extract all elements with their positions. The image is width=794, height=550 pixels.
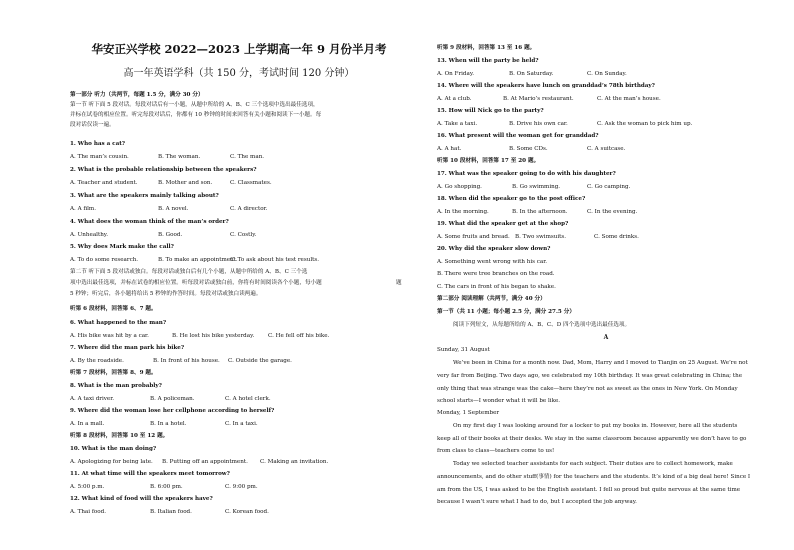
option-c[interactable]: C. Go camping. [587,184,631,190]
option-c[interactable]: C. 9:00 pm. [225,484,258,490]
question-8: 8. What is the man probably? [70,383,162,389]
option-b[interactable]: B. A novel. [158,206,189,212]
option-c[interactable]: C. Outside the garage. [228,358,292,364]
listen-7-heading: 听第 7 段材料，回答第 8、9 题。 [70,370,157,376]
option-c[interactable]: C. A suitcase. [587,146,626,152]
option-c[interactable]: C. The man. [230,154,265,160]
question-3: 3. What are the speakers mainly talking about? [70,193,219,199]
passage-line: very far from Beijing. Two days ago, we celebrated my 10th birthday. It was great celebrating in China; the [437,373,743,379]
question-15: 15. How will Nick go to the party? [437,108,544,114]
option-b[interactable]: B. Italian food. [150,509,192,515]
option-a[interactable]: A. Apologizing for being late. [70,459,153,465]
passage-line: school starts—I wonder what it will be like. [437,398,561,404]
passage-line: because I wasn’t sure what I had to do, but I accepted the job anyway. [437,499,637,505]
question-16: 16. What present will the woman get for granddad? [437,133,599,139]
question-1: 1. Who has a cat? [70,141,126,147]
section2-tail: 题 [396,280,402,286]
part2-instructions: 阅读下列短文，从每题所给的 A、B、C、D 四个选项中选出最佳选项。 [453,322,631,328]
passage-line: am from the US, I was asked to be the English assistant. I fell so proud but quite nervous at the same time [437,487,741,493]
option-b[interactable]: B. The woman. [158,154,201,160]
option-a[interactable]: A. A hat. [437,146,462,152]
section1-instructions-line: 并标在试卷的相应位置。听完每段对话后，你都有 10 秒钟的时间来回答有关小题和阅读下一小题。每 [70,112,322,118]
option-b[interactable]: B. To make an appointment. [158,257,238,263]
option-c[interactable]: C. A hotel clerk. [225,396,271,402]
option-c[interactable]: C. Korean food. [225,509,269,515]
section2-instructions-line: 第二节 听下面 5 段对话或独白。每段对话或独白后有几个小题，从题中所给的 A、B、C 三个选 [70,269,308,275]
option-b[interactable]: B. In a hotel. [150,421,187,427]
question-18: 18. When did the speaker go to the post office? [437,196,586,202]
passage-line: keep all of their books at their desks. We stay in the same classroom because apparently we don’t have to go [437,436,747,442]
listen-6-heading: 听第 6 段材料，回答第 6、7 题。 [70,306,157,312]
passage-line: On my first day I was looking around for a locker to put my books in. However, here all the students [453,423,738,429]
section2-instructions-line: 5 秒钟；听完后，各小题将给出 5 秒钟的作答时间。每段对话或独白读两遍。 [70,291,262,297]
option-a[interactable]: A. By the roadside. [70,358,124,364]
question-7: 7. Where did the man park his bike? [70,345,185,351]
option-b[interactable]: B. In front of his house. [153,358,220,364]
option-b[interactable]: B. There were tree branches on the road. [437,271,555,277]
option-b[interactable]: B. Go swimming. [512,184,561,190]
option-a[interactable]: A. His bike was hit by a car. [70,333,149,339]
option-a[interactable]: A. Some fruits and bread. [437,234,510,240]
option-a[interactable]: A. To do some research. [70,257,139,263]
option-c[interactable]: C. Classmates. [230,180,272,186]
option-c[interactable]: C. Ask the woman to pick him up. [597,121,693,127]
option-a[interactable]: A. Thai food. [70,509,106,515]
diary-date: Monday, 1 September [437,410,500,416]
option-b[interactable]: B. A policeman. [150,396,195,402]
question-20: 20. Why did the speaker slow down? [437,246,551,252]
passage-line: only thing that was strange was the cake—here they’re not as sweet as the ones in New York. On Monday [437,386,738,392]
question-4: 4. What does the woman think of the man’s order? [70,219,229,225]
part2-heading: 第二部分 阅读理解（共两节，满分 40 分） [437,296,546,302]
option-c[interactable]: C. On Sunday. [587,71,627,77]
option-a[interactable]: A. 5:00 p.m. [70,484,105,490]
exam-title: 华安正兴学校 2022—2023 上学期高一年 9 月份半月考 [91,42,387,56]
option-c[interactable]: C. A director. [230,206,268,212]
option-b[interactable]: B. Two swimsuits. [515,234,567,240]
part1-heading: 第一部分 听力（共两节，每题 1.5 分，满分 30 分） [70,92,204,98]
option-b[interactable]: B. Good. [158,232,183,238]
question-11: 11. At what time will the speakers meet tomorrow? [70,471,230,477]
option-c[interactable]: C. He fell off his bike. [268,333,330,339]
question-5: 5. Why does Mark make the call? [70,244,174,250]
option-a[interactable]: A. A film. [70,206,97,212]
option-b[interactable]: B. 6:00 pm. [150,484,183,490]
question-12: 12. What kind of food will the speakers have? [70,496,213,502]
question-6: 6. What happened to the man? [70,320,167,326]
option-b[interactable]: B. At Mario’s restaurant. [503,96,574,102]
option-a[interactable]: A. Teacher and student. [70,180,138,186]
listen-10-heading: 听第 10 段材料，回答第 17 至 20 题。 [437,158,540,164]
option-a[interactable]: A. The man’s cousin. [70,154,129,160]
option-c[interactable]: C. The cars in front of his began to shake. [437,284,556,290]
question-10: 10. What is the man doing? [70,446,157,452]
section1-instructions-line: 第一节 听下面 5 段对话。每段对话后有一小题，从题中所给的 A、B、C 三个选项中选出最佳选项， [70,102,319,108]
option-a[interactable]: A. Unhealthy. [70,232,108,238]
passage-line: announcements, and do other stuff(事情) for the teachers and the students. It’s kind of a big deal here! Since I [437,474,751,480]
listen-8-heading: 听第 8 段材料，回答第 10 至 12 题。 [70,433,169,439]
diary-date: Sunday, 31 August [437,347,490,353]
option-c[interactable]: C. In the evening. [587,209,638,215]
section1-instructions-line: 段对话仅读一遍。 [70,122,115,128]
question-14: 14. Where will the speakers have lunch on granddad’s 78th birthday? [437,83,655,89]
passage-label: A [603,334,609,341]
option-c[interactable]: C. Costly. [230,232,257,238]
option-b[interactable]: B. He lost his bike yesterday. [172,333,255,339]
option-c[interactable]: C. Making an invitation. [260,459,329,465]
option-b[interactable]: B. Some CDs. [509,146,548,152]
section2-instructions-line: 项中选出最佳选项，并标在试卷的相应位置。听每段对话或独白前，你将有时间阅读各个小题，每小题 [70,280,322,286]
option-b[interactable]: B. Putting off an appointment. [162,459,248,465]
option-b[interactable]: B. Mother and son. [158,180,213,186]
option-a[interactable]: A. On Friday. [437,71,475,77]
option-c[interactable]: C. At the man’s house. [597,96,661,102]
option-b[interactable]: B. Drive his own car. [509,121,568,127]
passage-line: from class to class—teachers come to us! [437,448,555,454]
option-c[interactable]: C. Some drinks. [594,234,639,240]
option-a[interactable]: A. Something went wrong with his car. [437,259,548,265]
option-a[interactable]: A. Go shopping. [437,184,482,190]
option-b[interactable]: B. On Saturday. [509,71,554,77]
option-a[interactable]: A. Take a taxi. [437,121,478,127]
part2-section1-heading: 第一节（共 11 小题；每小题 2.5 分，满分 27.5 分） [437,309,575,315]
listen-9-heading: 听第 9 段材料，回答第 13 至 16 题。 [437,45,536,51]
question-17: 17. What was the speaker going to do with his daughter? [437,171,616,177]
passage-line: Today we selected teacher assistants for each subject. Their duties are to collect homework, make [453,461,733,467]
option-a[interactable]: A. At a club. [437,96,472,102]
question-2: 2. What is the probable relationship between the speakers? [70,167,257,173]
option-c[interactable]: C. To ask about his test results. [230,257,320,263]
question-9: 9. Where did the woman lose her cellphone according to herself? [70,408,275,414]
option-c[interactable]: C. In a taxi. [225,421,258,427]
option-a[interactable]: A. In a mall. [70,421,105,427]
question-13: 13. When will the party be held? [437,58,539,64]
question-19: 19. What did the speaker get at the shop? [437,221,569,227]
option-b[interactable]: B. In the afternoon. [512,209,568,215]
option-a[interactable]: A. A taxi driver. [70,396,115,402]
option-a[interactable]: A. In the morning. [437,209,489,215]
passage-line: We’ve been in China for a month now. Dad, Mom, Harry and I moved to Tianjin on 25 August. We’re not [453,360,748,366]
exam-subtitle: 高一年英语学科（共 150 分，考试时间 120 分钟） [123,68,355,79]
